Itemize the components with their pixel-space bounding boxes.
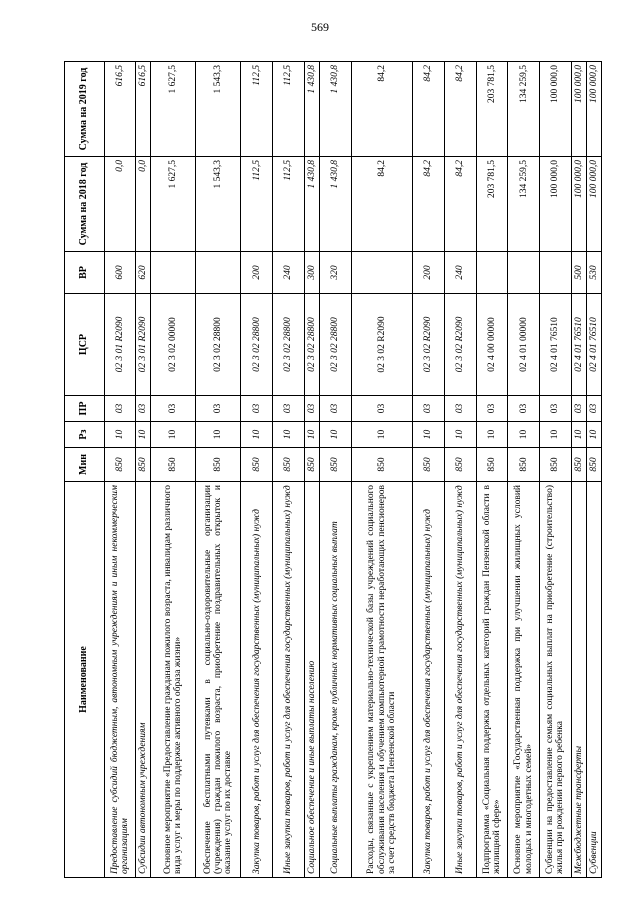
cell-pr: 03 xyxy=(571,396,586,422)
cell-name: Субвенции xyxy=(586,482,601,878)
cell-sum2019: 100 000,0 xyxy=(540,62,572,157)
cell-pr: 03 xyxy=(540,396,572,422)
cell-sum2018: 84,2 xyxy=(413,157,445,252)
cell-vr: 240 xyxy=(273,252,305,294)
table-row xyxy=(351,62,412,878)
cell-vr xyxy=(540,252,572,294)
cell-vr: 320 xyxy=(319,252,351,294)
cell-rz: 10 xyxy=(241,422,273,448)
cell-csr: 02 3 02 28800 xyxy=(196,294,241,396)
cell-csr: 02 3 02 R2090 xyxy=(444,294,476,396)
header-rz: Рз xyxy=(65,422,105,448)
table-row xyxy=(196,62,241,878)
cell-sum2019: 100 000,0 xyxy=(571,62,586,157)
cell-pr: 03 xyxy=(413,396,445,422)
cell-sum2018: 1 627,5 xyxy=(150,157,195,252)
cell-rz: 10 xyxy=(586,422,601,448)
cell-vr: 600 xyxy=(105,252,136,294)
cell-pr: 03 xyxy=(586,396,601,422)
cell-min: 850 xyxy=(540,448,572,482)
cell-min: 850 xyxy=(241,448,273,482)
header-sum-2018: Сумма на 2018 год xyxy=(65,157,105,252)
table-row xyxy=(105,62,136,878)
page-number: 569 xyxy=(311,20,329,34)
cell-min: 850 xyxy=(150,448,195,482)
cell-rz: 10 xyxy=(196,422,241,448)
table-row xyxy=(319,62,351,878)
cell-vr xyxy=(476,252,508,294)
cell-csr: 02 4 01 00000 xyxy=(508,294,540,396)
cell-pr: 03 xyxy=(444,396,476,422)
cell-sum2018: 1 430,8 xyxy=(304,157,319,252)
cell-name: Расходы, связанные с укреплением материально-технической базы учреждений социального обслуживания населения и обучением компьютерной грамотности неработающих пенсионеров за счет средств бюджета Пензенской области xyxy=(351,482,412,878)
cell-sum2018: 134 259,5 xyxy=(508,157,540,252)
cell-vr xyxy=(150,252,195,294)
header-pr: ПР xyxy=(65,396,105,422)
cell-vr: 240 xyxy=(444,252,476,294)
cell-sum2019: 1 627,5 xyxy=(150,62,195,157)
cell-vr: 620 xyxy=(135,252,150,294)
cell-sum2018: 112,5 xyxy=(273,157,305,252)
cell-min: 850 xyxy=(571,448,586,482)
cell-csr: 02 3 01 R2090 xyxy=(105,294,136,396)
cell-sum2018: 100 000,0 xyxy=(571,157,586,252)
table-row xyxy=(150,62,195,878)
cell-rz: 10 xyxy=(319,422,351,448)
table-row xyxy=(444,62,476,878)
cell-vr xyxy=(196,252,241,294)
cell-csr: 02 3 02 28800 xyxy=(319,294,351,396)
cell-sum2018: 84,2 xyxy=(351,157,412,252)
cell-pr: 03 xyxy=(135,396,150,422)
cell-name: Социальное обеспечение и иные выплаты населению xyxy=(304,482,319,878)
table-row xyxy=(571,62,586,878)
cell-sum2019: 616,5 xyxy=(135,62,150,157)
cell-name: Предоставление субсидий бюджетным, автономным учреждениям и иным некоммерческим организациям xyxy=(105,482,136,878)
cell-min: 850 xyxy=(304,448,319,482)
header-sum-2019: Сумма на 2019 год xyxy=(65,62,105,157)
table-header-row xyxy=(65,62,105,878)
cell-sum2019: 134 259,5 xyxy=(508,62,540,157)
cell-min: 850 xyxy=(105,448,136,482)
cell-csr: 02 3 02 28800 xyxy=(304,294,319,396)
table-row xyxy=(508,62,540,878)
cell-min: 850 xyxy=(413,448,445,482)
cell-sum2019: 84,2 xyxy=(351,62,412,157)
cell-sum2018: 0,0 xyxy=(135,157,150,252)
table-row xyxy=(586,62,601,878)
cell-rz: 10 xyxy=(508,422,540,448)
table-row xyxy=(241,62,273,878)
header-csr: ЦСР xyxy=(65,294,105,396)
rotated-table-container xyxy=(64,62,602,878)
cell-pr: 03 xyxy=(508,396,540,422)
cell-name: Закупка товаров, работ и услуг для обеспечения государственных (муниципальных) нужд xyxy=(413,482,445,878)
cell-name: Основное мероприятие «Государственная поддержка при улучшении жилищных условий молодых и многодетных семей» xyxy=(508,482,540,878)
cell-rz: 10 xyxy=(105,422,136,448)
header-vr: ВР xyxy=(65,252,105,294)
table-row xyxy=(304,62,319,878)
cell-rz: 10 xyxy=(444,422,476,448)
cell-sum2019: 1 430,8 xyxy=(304,62,319,157)
table-row xyxy=(476,62,508,878)
cell-vr: 200 xyxy=(241,252,273,294)
cell-sum2019: 203 781,5 xyxy=(476,62,508,157)
cell-pr: 03 xyxy=(196,396,241,422)
cell-min: 850 xyxy=(476,448,508,482)
cell-sum2018: 1 543,3 xyxy=(196,157,241,252)
table-row xyxy=(135,62,150,878)
cell-csr: 02 3 02 R2090 xyxy=(413,294,445,396)
cell-vr: 300 xyxy=(304,252,319,294)
cell-min: 850 xyxy=(135,448,150,482)
cell-pr: 03 xyxy=(150,396,195,422)
cell-sum2019: 616,5 xyxy=(105,62,136,157)
cell-csr: 02 3 01 R2090 xyxy=(135,294,150,396)
cell-sum2018: 84,2 xyxy=(444,157,476,252)
cell-name: Социальные выплаты гражданам, кроме публичных нормативных социальных выплат xyxy=(319,482,351,878)
cell-vr xyxy=(351,252,412,294)
cell-sum2018: 0,0 xyxy=(105,157,136,252)
cell-sum2018: 100 000,0 xyxy=(540,157,572,252)
cell-vr: 200 xyxy=(413,252,445,294)
cell-sum2019: 84,2 xyxy=(413,62,445,157)
cell-min: 850 xyxy=(444,448,476,482)
cell-name: Закупка товаров, работ и услуг для обеспечения государственных (муниципальных) нужд xyxy=(241,482,273,878)
cell-sum2018: 1 430,8 xyxy=(319,157,351,252)
cell-name: Иные закупки товаров, работ и услуг для обеспечения государственных (муниципальных) нужд xyxy=(444,482,476,878)
cell-csr: 02 3 02 R2090 xyxy=(351,294,412,396)
cell-sum2019: 112,5 xyxy=(273,62,305,157)
cell-sum2019: 112,5 xyxy=(241,62,273,157)
cell-csr: 02 4 00 00000 xyxy=(476,294,508,396)
cell-sum2018: 100 000,0 xyxy=(586,157,601,252)
cell-pr: 03 xyxy=(241,396,273,422)
cell-vr: 500 xyxy=(571,252,586,294)
cell-rz: 10 xyxy=(150,422,195,448)
cell-rz: 10 xyxy=(135,422,150,448)
cell-name: Подпрограмма «Социальная поддержка отдельных категорий граждан Пензенской области в жилищной сфере» xyxy=(476,482,508,878)
table-row xyxy=(273,62,305,878)
header-name: Наименование xyxy=(65,482,105,878)
cell-sum2019: 1 430,8 xyxy=(319,62,351,157)
cell-vr: 530 xyxy=(586,252,601,294)
cell-csr: 02 4 01 76510 xyxy=(586,294,601,396)
cell-min: 850 xyxy=(508,448,540,482)
cell-min: 850 xyxy=(319,448,351,482)
cell-sum2019: 100 000,0 xyxy=(586,62,601,157)
cell-rz: 10 xyxy=(571,422,586,448)
cell-rz: 10 xyxy=(304,422,319,448)
cell-pr: 03 xyxy=(476,396,508,422)
cell-csr: 02 3 02 28800 xyxy=(273,294,305,396)
cell-rz: 10 xyxy=(273,422,305,448)
cell-rz: 10 xyxy=(476,422,508,448)
table-row xyxy=(413,62,445,878)
table-row xyxy=(540,62,572,878)
cell-csr: 02 3 02 00000 xyxy=(150,294,195,396)
cell-min: 850 xyxy=(351,448,412,482)
cell-sum2018: 112,5 xyxy=(241,157,273,252)
cell-pr: 03 xyxy=(105,396,136,422)
cell-pr: 03 xyxy=(319,396,351,422)
cell-name: Субвенции на предоставление семьям социальных выплат на приобретение (строительство) жилья при рождении первого ребенка xyxy=(540,482,572,878)
cell-min: 850 xyxy=(196,448,241,482)
cell-csr: 02 4 01 76510 xyxy=(571,294,586,396)
cell-name: Иные закупки товаров, работ и услуг для обеспечения государственных (муниципальных) нужд xyxy=(273,482,305,878)
budget-table xyxy=(64,61,602,878)
cell-rz: 10 xyxy=(351,422,412,448)
cell-sum2019: 1 543,3 xyxy=(196,62,241,157)
cell-pr: 03 xyxy=(273,396,305,422)
cell-name: Межбюджетные трансферты xyxy=(571,482,586,878)
header-min: Мин xyxy=(65,448,105,482)
cell-name: Обеспечение бесплатными путевками в социально-оздоровительные организации (учреждения) граждан пожилого возраста, приобретение поздравительных открыток и оказание услуг по их доставке xyxy=(196,482,241,878)
cell-min: 850 xyxy=(273,448,305,482)
cell-rz: 10 xyxy=(540,422,572,448)
cell-name: Субсидии автономным учреждениям xyxy=(135,482,150,878)
cell-csr: 02 4 01 76510 xyxy=(540,294,572,396)
cell-vr xyxy=(508,252,540,294)
cell-name: Основное мероприятие «Предоставление гражданам пожилого возраста, инвалидам различного вида услуг и меры по поддержке активного образа жизни» xyxy=(150,482,195,878)
cell-min: 850 xyxy=(586,448,601,482)
cell-pr: 03 xyxy=(351,396,412,422)
cell-rz: 10 xyxy=(413,422,445,448)
cell-sum2019: 84,2 xyxy=(444,62,476,157)
cell-sum2018: 203 781,5 xyxy=(476,157,508,252)
cell-pr: 03 xyxy=(304,396,319,422)
cell-csr: 02 3 02 28800 xyxy=(241,294,273,396)
